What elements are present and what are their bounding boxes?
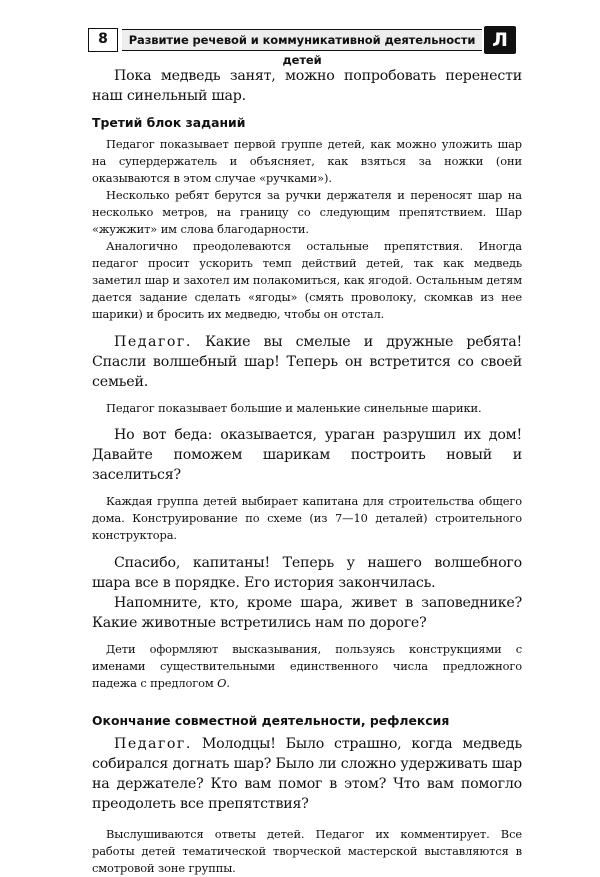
running-header [88,26,524,67]
paragraph-12 [92,734,522,814]
speaker-label: Педагог. [114,334,192,350]
heading-third-block: Третий блок заданий [92,115,246,130]
paragraph-8: Каждая группа детей выбирает капитана для строительства общего дома. Конструирование по схеме (из 7—10 деталей) строительного конструктора. [92,494,522,542]
section-letter-tab: Л [484,26,516,54]
paragraph-6: Педагог показывает большие и маленькие синельные шарики. [106,401,482,415]
page-number: 8 [88,28,118,52]
paragraph-4: Аналогично преодолеваются остальные препятствия. Иногда педагог просит ускорить темп действий детей, так как медведь заметил шар и захотел им полакомиться, как ягодой. Остальным детям дается задание сделать «ягоды» (смять проволоку, скомкав из нее шарики) и бросить их медведю, чтобы он отстал. [92,239,522,321]
paragraph-3: Несколько ребят берутся за ручки держателя и переносят шар на несколько метров, на границу со следующим препятствием. Шар «жужжит» им слова благодарности. [92,188,522,236]
paragraph-11-end: . [226,676,230,690]
paragraph-2: Педагог показывает первой группе детей, как можно уложить шар на супердержатель и объясняет, как взяться за ножки (они оказываются в этом случае «ручками»). [92,137,522,185]
paragraph-5-text: Какие вы смелые и дружные ребята! Спасли волшебный шар! Теперь он встретится со своей семьей. [92,334,522,390]
paragraph-9: Спасибо, капитаны! Теперь у нашего волшебного шара все в порядке. Его история закончилась. [92,555,522,591]
paragraph-10: Напомните, кто, кроме шара, живет в заповеднике? Какие животные встретились нам по дороге? [92,595,522,631]
paragraph-11-text: Дети оформляют высказывания, пользуясь конструкциями с именами существительными единственного числа предложного падежа с предлогом [92,642,522,690]
heading-conclusion: Окончание совместной деятельности, рефлексия [92,713,450,728]
page-body [92,66,522,877]
paragraph-13: Выслушиваются ответы детей. Педагог их комментирует. Все работы детей тематической творческой мастерской выставляются в смотровой зоне группы. [92,827,522,875]
speaker-label-2: Педагог. [114,736,192,752]
paragraph-5 [92,332,522,392]
running-title: Развитие речевой и коммуникативной деятельности детей [122,29,482,51]
preposition-o: О [217,676,227,690]
paragraph-12-text: Молодцы! Было страшно, когда медведь собирался догнать шар? Было ли сложно удерживать шар на держателе? Кто вам помог в этом? Что вам помогло преодолеть все препятствия? [92,736,522,812]
paragraph-11 [92,641,522,692]
paragraph-1: Пока медведь занят, можно попробовать перенести наш синельный шар. [92,68,522,104]
paragraph-7: Но вот беда: оказывается, ураган разрушил их дом! Давайте поможем шарикам построить новый и заселиться? [92,427,522,483]
